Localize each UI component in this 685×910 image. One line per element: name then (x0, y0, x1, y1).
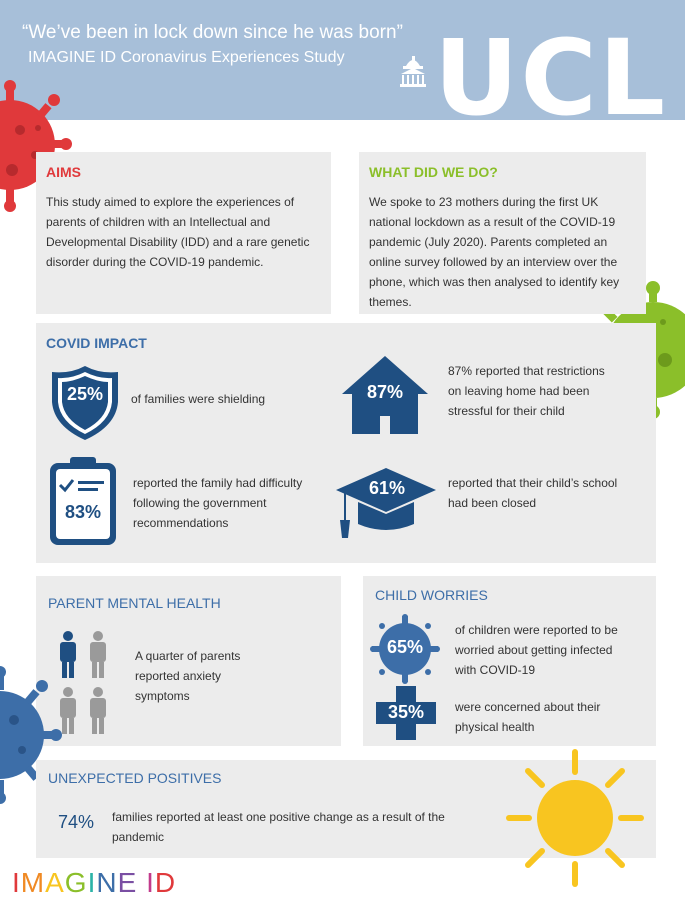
what-title: WHAT DID WE DO? (369, 164, 498, 180)
parent-mh-title: PARENT MENTAL HEALTH (48, 595, 221, 611)
cross-text: were concerned about their physical health (455, 700, 601, 734)
cap-text: reported that their child’s school had been closed (448, 476, 618, 510)
clipboard-icon (48, 455, 118, 547)
what-text: We spoke to 23 mothers during the first UK national lockdown as a result of the COVID-19 pandemic (July 2020). Parents completed an online survey followed by an interview over the phone, which was then analysed to identify key themes. (369, 195, 620, 309)
logo-letter: M (20, 867, 46, 898)
house-pct: 87% (366, 382, 404, 402)
house-text: 87% reported that restrictions on leaving home had been stressful for their child (448, 364, 605, 418)
cross-pct: 35% (387, 702, 425, 722)
logo-letter (137, 867, 146, 898)
aims-text: This study aimed to explore the experiences of parents of children with an Intellectual and Developmental Disability (IDD) and a rare genetic disorder during the COVID-19 pandemic. (46, 195, 310, 269)
shield-pct: 25% (66, 384, 104, 404)
child-worries-title: CHILD WORRIES (375, 587, 488, 603)
covid-impact-title: COVID IMPACT (46, 335, 147, 351)
aims-title: AIMS (46, 164, 81, 180)
positives-title: UNEXPECTED POSITIVES (48, 770, 222, 786)
logo-letter: I (87, 867, 97, 898)
logo-letter: I (12, 867, 21, 898)
positives-pct: 74% (58, 812, 95, 832)
sun-icon (505, 748, 645, 888)
imagine-id-logo (12, 868, 176, 898)
shield-text: of families were shielding (131, 392, 266, 406)
clipboard-text: reported the family had difficulty following the government recommendations (133, 476, 303, 530)
header-subtitle: IMAGINE ID Coronavirus Experiences Study (28, 49, 345, 66)
logo-letter: E (117, 867, 138, 898)
logo-letter: D (154, 867, 177, 898)
logo-letter: A (45, 867, 65, 898)
ucl-logo-text: UCL (434, 17, 668, 139)
header-quote: “We’ve been in lock down since he was born” (22, 22, 403, 43)
people-icon (56, 630, 112, 738)
logo-letter: G (64, 867, 88, 898)
cap-pct: 61% (368, 478, 406, 498)
virus-text: of children were reported to be worried about getting infected with COVID-19 (455, 623, 618, 677)
parent-mh-text: A quarter of parents reported anxiety symptoms (135, 649, 241, 703)
imagine-id-logo-text (12, 867, 176, 898)
logo-letter: N (96, 867, 118, 898)
positives-text: families reported at least one positive change as a result of the pandemic (112, 810, 445, 844)
virus-pct: 65% (386, 637, 424, 657)
clipboard-pct: 83% (64, 502, 102, 522)
logo-letter: I (146, 867, 155, 898)
